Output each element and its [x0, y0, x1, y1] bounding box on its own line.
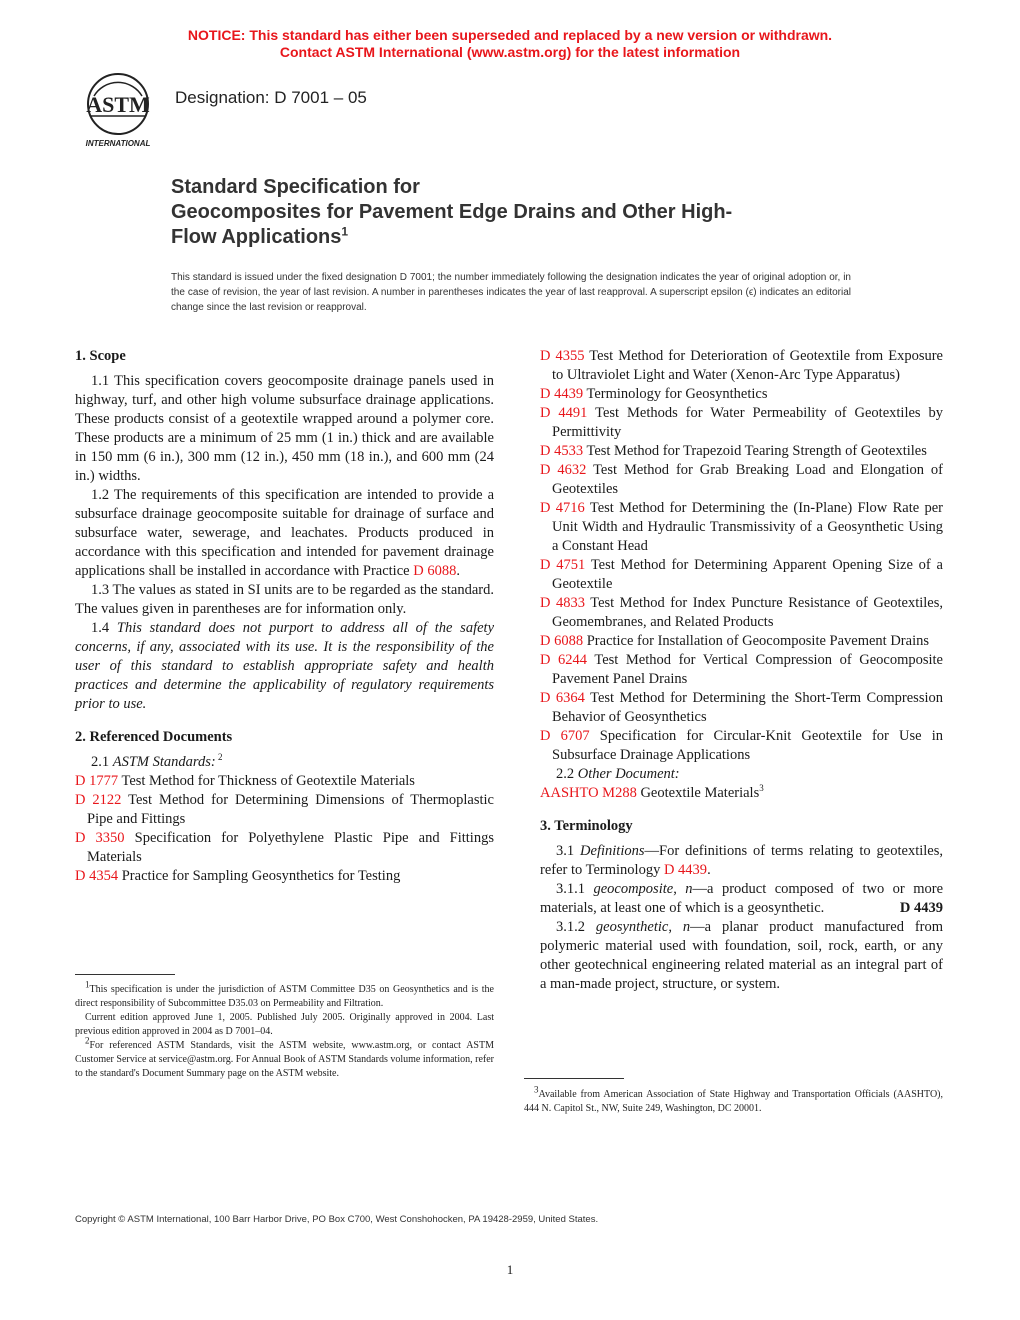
title-footnote-mark: 1 — [341, 224, 349, 239]
sub-num: 2.1 — [91, 754, 113, 770]
ref-item — [540, 556, 943, 594]
term-3-1-end: . — [707, 862, 711, 878]
ref-item — [540, 404, 943, 442]
ref-code[interactable]: D 4355 — [540, 348, 585, 364]
term-3-1-2-num: 3.1.2 — [556, 919, 596, 935]
term-3-1-2-text: —a planar product manufactured from polymeric material used with foundation, soil, rock, earth, or any other geotechnical engineering related material as an integral part of a man-made project, structure, or system. — [540, 919, 944, 992]
ref-title: Test Method for Determining Apparent Opening Size of a Geotextile — [552, 557, 943, 592]
left-ref-list — [75, 772, 494, 886]
left-column — [75, 347, 494, 886]
aashto-title: Geotextile Materials — [636, 785, 760, 801]
document-title — [171, 175, 871, 250]
notice-line-2: Contact ASTM International (www.astm.org) for the latest information — [279, 44, 741, 60]
ref-item — [75, 829, 494, 867]
footnote-rule-right — [524, 1078, 624, 1079]
term-3-1-italic: Definitions — [580, 843, 645, 859]
ref-title: Test Method for Thickness of Geotextile Materials — [118, 773, 415, 789]
notice-line-1: NOTICE: This standard has either been superseded and replaced by a new version or withdrawn. — [187, 27, 833, 43]
other-label: Other Document: — [577, 766, 680, 782]
ref-code[interactable]: D 3350 — [75, 830, 125, 846]
scope-1-4 — [75, 619, 494, 714]
fn3-mark: 3 — [534, 1084, 539, 1095]
ref-title: Test Method for Vertical Compression of Geocomposite Pavement Panel Drains — [552, 652, 943, 687]
scope-1-2 — [75, 486, 494, 581]
astm-logo-icon — [72, 70, 164, 150]
fn2-mark: 2 — [85, 1035, 90, 1046]
ref-code[interactable]: D 6707 — [540, 728, 590, 744]
aashto-code[interactable]: AASHTO M288 — [540, 785, 637, 801]
ref-title: Test Method for Determining the (In-Plane) Flow Rate per Unit Width and Hydraulic Transmissivity of a Geosynthetic Using a Constant Head — [552, 500, 943, 554]
ref-title: Specification for Circular-Knit Geotextile for Use in Subsurface Drainage Applications — [552, 728, 943, 763]
title-line-2: Geocomposites for Pavement Edge Drains and Other High- — [171, 201, 733, 223]
ref-title: Test Methods for Water Permeability of Geotextiles by Permittivity — [552, 405, 943, 440]
ref-link-d4439[interactable]: D 4439 — [663, 862, 708, 878]
ref-item — [540, 347, 943, 385]
ref-code[interactable]: D 4833 — [540, 595, 585, 611]
ref-item — [75, 791, 494, 829]
ref-title: Test Method for Determining Dimensions of Thermoplastic Pipe and Fittings — [87, 792, 494, 827]
ref-code[interactable]: D 4491 — [540, 405, 588, 421]
sub-mark: 2 — [215, 752, 223, 763]
terminology-3-1-2 — [540, 918, 943, 994]
footnote-3 — [524, 1084, 943, 1116]
ref-code[interactable]: D 4439 — [540, 386, 584, 402]
ref-title: Test Method for Deterioration of Geotextile from Exposure to Ultraviolet Light and Water (Xenon-Arc Type Apparatus) — [552, 348, 943, 383]
ref-item — [540, 499, 943, 556]
ref-code[interactable]: D 4533 — [540, 443, 584, 459]
other-document-label — [540, 765, 943, 784]
ref-code[interactable]: D 4751 — [540, 557, 586, 573]
ref-code[interactable]: D 1777 — [75, 773, 119, 789]
scope-1-1: 1.1 This specification covers geocomposite drainage panels used in highway, turf, and other high volume subsurface drainage applications. These products consist of a geotextile wrapped around a polymer core. These products are a minimum of 25 mm (1 in.) thick and are available in 150 mm (6 in.), 300 mm (12 in.), 450 mm (18 in.), and 600 mm (24 in.) widths. — [75, 373, 494, 484]
term-3-1-2-term: geosynthetic — [595, 919, 669, 935]
terminology-3-1-1 — [540, 880, 943, 918]
title-line-1: Standard Specification for — [171, 176, 420, 198]
term-3-1-2-sep: , — [668, 919, 683, 935]
term-3-1-1-pos: n — [685, 881, 693, 897]
referenced-heading: 2. Referenced Documents — [75, 729, 233, 745]
term-3-1-num: 3.1 — [556, 843, 581, 859]
ref-title: Practice for Sampling Geosynthetics for Testing — [118, 868, 401, 884]
ref-code[interactable]: D 6364 — [540, 690, 585, 706]
footnote-rule-left — [75, 974, 175, 975]
ref-item — [540, 689, 943, 727]
fn1-mark: 1 — [85, 979, 90, 990]
ref-title: Test Method for Determining the Short-Term Compression Behavior of Geosynthetics — [552, 690, 943, 725]
scope-1-4-num: 1.4 — [91, 620, 117, 636]
designation: Designation: D 7001 – 05 — [175, 88, 367, 107]
sub-label: ASTM Standards: — [112, 754, 216, 770]
ref-item — [75, 867, 494, 886]
logo-text-bottom: INTERNATIONAL — [85, 139, 151, 148]
footnotes-right — [524, 1084, 943, 1116]
issued-note: This standard is issued under the fixed designation D 7001; the number immediately following the designation indicates the year of original adoption or, in the case of revision, the year of last revision. A number in parentheses indicates the year of last reapproval. A superscript epsilon (ϵ) indicates an editorial change since the last revision or reapproval. — [171, 272, 851, 313]
ref-link-d6088[interactable]: D 6088 — [413, 563, 457, 579]
scope-1-4-italic: This standard does not purport to address all of the safety concerns, if any, associated with its use. It is the responsibility of the user of this standard to establish appropriate safety and health practices and determine the applicability of regulatory requirements prior to use. — [75, 620, 495, 712]
footnotes-left — [75, 979, 494, 1081]
ref-title: Practice for Installation of Geocomposite Pavement Drains — [583, 633, 929, 649]
ref-title: Specification for Polyethylene Plastic Pipe and Fittings Materials — [87, 830, 494, 865]
ref-title: Terminology for Geosynthetics — [583, 386, 768, 402]
scope-heading: 1. Scope — [75, 348, 126, 364]
ref-item — [540, 594, 943, 632]
right-column — [540, 347, 943, 994]
ref-title: Test Method for Grab Breaking Load and Elongation of Geotextiles — [552, 462, 943, 497]
ref-code[interactable]: D 6244 — [540, 652, 588, 668]
term-3-1-2-pos: n — [682, 919, 691, 935]
ref-item — [540, 461, 943, 499]
ref-title: Test Method for Index Puncture Resistance of Geotextiles, Geomembranes, and Related Products — [552, 595, 943, 630]
ref-item — [540, 385, 943, 404]
term-3-1-1-tag: D 4439 — [899, 900, 943, 916]
ref-item — [540, 651, 943, 689]
fn3-text: Available from American Association of State Highway and Transportation Officials (AASHTO), 444 N. Capitol St., NW, Suite 249, Washington, DC 20001. — [524, 1089, 943, 1114]
scope-1-2-text: 1.2 The requirements of this specification are intended to provide a subsurface drainage geocomposite suitable for drainage of surface and subsurface water, sewerage, and leachates. Products produced in accordance with this specification and intended for pavement drainage applications shall be installed in accordance with Practice — [75, 487, 494, 579]
terminology-heading: 3. Terminology — [540, 818, 633, 834]
term-3-1-1-num: 3.1.1 — [556, 881, 594, 897]
fn1-text: This specification is under the jurisdiction of ASTM Committee D35 on Geosynthetics and is the direct responsibility of Subcommittee D35.03 on Permeability and Filtration. — [75, 984, 494, 1009]
scope-1-3: 1.3 The values as stated in SI units are to be regarded as the standard. The values given in parentheses are for information only. — [75, 582, 494, 617]
fn2-text: For referenced ASTM Standards, visit the ASTM website, www.astm.org, or contact ASTM Customer Service at service@astm.org. For Annual Book of ASTM Standards volume information, refer to the standard's Document Summary page on the ASTM website. — [75, 1040, 494, 1079]
ref-item — [75, 772, 494, 791]
astm-standards-label — [75, 753, 494, 772]
copyright: Copyright © ASTM International, 100 Barr Harbor Drive, PO Box C700, West Conshohocken, PA 19428-2959, United States. — [75, 1214, 599, 1225]
other-num: 2.2 — [556, 766, 578, 782]
logo-text-top: ASTM — [86, 92, 150, 117]
ref-item — [540, 632, 943, 651]
term-3-1-text: —For definitions of terms relating to geotextiles, refer to Terminology — [540, 843, 943, 878]
ref-code[interactable]: D 4632 — [540, 462, 587, 478]
aashto-mark: 3 — [759, 783, 764, 794]
term-3-1-1-term: geocomposite — [593, 881, 674, 897]
term-3-1-1-sep: , — [673, 881, 686, 897]
scope-1-2-end: . — [456, 563, 460, 579]
supersede-notice — [0, 27, 1020, 61]
title-line-3: Flow Applications — [171, 226, 342, 248]
ref-code[interactable]: D 2122 — [75, 792, 122, 808]
footnote-1 — [75, 979, 494, 1011]
term-3-1-1-text: —a product composed of two or more materials, at least one of which is a geosynthetic. — [540, 881, 944, 916]
ref-code[interactable]: D 4354 — [75, 868, 119, 884]
aashto-ref — [540, 784, 943, 803]
page-number: 1 — [506, 1262, 514, 1277]
ref-item — [540, 727, 943, 765]
ref-title: Test Method for Trapezoid Tearing Strength of Geotextiles — [583, 443, 927, 459]
ref-item — [540, 442, 943, 461]
right-ref-list — [540, 347, 943, 765]
footnote-1b: Current edition approved June 1, 2005. Published July 2005. Originally approved in 2004. Last previous edition approved in 2004 as D 7001–04. — [75, 1012, 494, 1037]
terminology-3-1 — [540, 842, 943, 880]
footnote-2 — [75, 1035, 494, 1081]
ref-code[interactable]: D 6088 — [540, 633, 584, 649]
ref-code[interactable]: D 4716 — [540, 500, 585, 516]
